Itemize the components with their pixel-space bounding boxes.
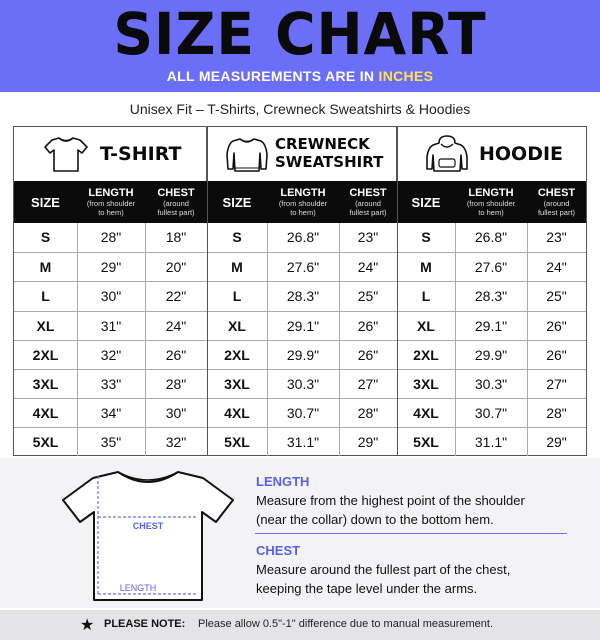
- group-hoodie: [397, 127, 586, 181]
- note-message: Please allow 0.5"-1" difference due to manual measurement.: [198, 618, 493, 630]
- value-cell: 28": [100, 229, 122, 245]
- size-cell: XL: [417, 317, 435, 334]
- size-cell: 5XL: [224, 434, 250, 451]
- col-chest: CHEST (around fullest part): [349, 187, 387, 217]
- size-cell: L: [41, 288, 50, 305]
- col-chest: CHEST (around fullest part): [537, 187, 576, 217]
- value-cell: 27": [546, 375, 567, 392]
- table-row: [14, 427, 586, 456]
- value-cell: 30.7": [474, 405, 508, 422]
- value-cell: 28.3": [286, 288, 320, 305]
- value-cell: 31.1": [286, 434, 320, 451]
- length-label: LENGTH: [119, 583, 157, 593]
- value-cell: 29": [546, 434, 567, 451]
- table-row: [14, 311, 586, 340]
- table-row: [14, 223, 586, 252]
- value-cell: 35": [100, 434, 122, 451]
- value-cell: 23": [357, 229, 379, 245]
- star-icon: ★: [80, 617, 95, 634]
- value-cell: 31.1": [474, 434, 508, 451]
- group-name-tshirt: T-SHIRT: [100, 143, 182, 165]
- value-cell: 29.9": [286, 346, 320, 363]
- size-cell: 2XL: [413, 346, 439, 363]
- note-label: PLEASE NOTE:: [104, 618, 186, 630]
- grid-line: [455, 223, 456, 456]
- footer-note: [0, 610, 600, 640]
- value-cell: 26": [165, 346, 187, 363]
- value-cell: 27": [357, 375, 379, 392]
- length-definition: Measure from the highest point of the shoulder (near the collar) down to the bottom hem.: [256, 493, 525, 527]
- group-divider: [207, 127, 208, 456]
- size-cell: 4XL: [224, 405, 250, 422]
- value-cell: 26": [546, 346, 567, 363]
- size-cell: S: [232, 229, 242, 245]
- size-cell: 2XL: [224, 346, 250, 363]
- table-row: [14, 340, 586, 369]
- value-cell: 29.1": [286, 317, 320, 334]
- value-cell: 34": [100, 405, 122, 422]
- group-tshirt: [14, 127, 207, 181]
- unit-note-prefix: ALL MEASUREMENTS ARE IN: [166, 68, 379, 84]
- size-cell: 2XL: [32, 346, 59, 363]
- grid-line: [339, 223, 340, 456]
- measurement-guide: [0, 458, 600, 608]
- table-row: [14, 252, 586, 281]
- size-cell: L: [232, 288, 242, 305]
- grid-line: [77, 223, 78, 456]
- size-cell: 3XL: [32, 375, 59, 392]
- chest-label: CHEST: [132, 521, 164, 531]
- size-cell: M: [39, 259, 52, 276]
- value-cell: 28": [165, 375, 187, 392]
- value-cell: 26.8": [286, 229, 320, 245]
- col-size: SIZE: [31, 194, 60, 210]
- size-cell: 4XL: [413, 405, 439, 422]
- value-cell: 26.8": [474, 229, 508, 245]
- value-cell: 20": [165, 259, 187, 276]
- size-cell: S: [40, 229, 51, 245]
- page-title: SIZE CHART: [113, 0, 487, 68]
- unit-note-highlight: INCHES: [378, 68, 434, 84]
- garment-groups: [14, 127, 586, 181]
- group-name-crewneck-line1: CREWNECK: [275, 135, 370, 153]
- col-length: LENGTH (from shoulder to hem): [278, 187, 328, 217]
- header-banner: [0, 0, 600, 92]
- value-cell: 23": [546, 229, 567, 245]
- value-cell: 26": [357, 346, 379, 363]
- hoodie-icon: [425, 135, 469, 173]
- size-cell: XL: [228, 317, 246, 334]
- chest-definition: Measure around the fullest part of the chest, keeping the tape level under the arms.: [256, 562, 511, 596]
- value-cell: 28.3": [474, 288, 508, 305]
- value-cell: 26": [357, 317, 379, 334]
- size-cell: L: [421, 288, 431, 305]
- tshirt-diagram: [58, 466, 238, 606]
- table-row: [14, 369, 586, 398]
- value-cell: 24": [165, 317, 187, 334]
- size-table: [13, 126, 587, 456]
- fit-description: Unisex Fit – T-Shirts, Crewneck Sweatshirts & Hoodies: [129, 101, 471, 117]
- value-cell: 28": [357, 405, 379, 422]
- length-definition-title: LENGTH: [256, 474, 310, 489]
- col-size: SIZE: [222, 194, 252, 210]
- group-crewneck: [207, 127, 397, 181]
- value-cell: 24": [357, 259, 379, 276]
- table-row: [14, 398, 586, 427]
- col-length: LENGTH (from shoulder to hem): [86, 187, 136, 217]
- value-cell: 25": [546, 288, 567, 305]
- grid-line: [267, 223, 268, 456]
- value-cell: 29": [357, 434, 379, 451]
- value-cell: 31": [100, 317, 122, 334]
- group-name-crewneck-line2: SWEATSHIRT: [275, 153, 384, 171]
- value-cell: 28": [546, 405, 567, 422]
- grid-line: [145, 223, 146, 456]
- size-cell: 3XL: [224, 375, 250, 392]
- value-cell: 30.7": [286, 405, 320, 422]
- value-cell: 29.1": [474, 317, 508, 334]
- value-cell: 30.3": [286, 375, 320, 392]
- size-cell: S: [421, 229, 431, 245]
- size-cell: M: [420, 259, 432, 276]
- size-cell: XL: [36, 317, 55, 334]
- col-chest: CHEST (around fullest part): [157, 187, 195, 217]
- table-row: [14, 281, 586, 310]
- value-cell: 29": [100, 259, 122, 276]
- column-header-row: [14, 181, 586, 223]
- group-name-hoodie: HOODIE: [479, 143, 564, 165]
- value-cell: 27.6": [474, 259, 508, 276]
- group-divider: [397, 127, 398, 456]
- tshirt-icon: [44, 135, 88, 173]
- col-size: SIZE: [411, 194, 441, 210]
- grid-line: [527, 223, 528, 456]
- value-cell: 32": [165, 434, 187, 451]
- value-cell: 24": [546, 259, 567, 276]
- col-length: LENGTH (from shoulder to hem): [466, 187, 516, 217]
- value-cell: 33": [100, 375, 122, 392]
- value-cell: 22": [165, 288, 187, 305]
- sweatshirt-icon: [225, 135, 269, 173]
- measurement-unit-note: [0, 66, 600, 86]
- value-cell: 26": [546, 317, 567, 334]
- table-body: [14, 223, 586, 457]
- size-cell: 3XL: [413, 375, 439, 392]
- group-name-crewneck: [275, 135, 383, 171]
- divider: [255, 533, 567, 534]
- value-cell: 30.3": [474, 375, 508, 392]
- size-cell: 4XL: [32, 405, 59, 422]
- value-cell: 30": [100, 288, 122, 305]
- value-cell: 32": [100, 346, 122, 363]
- value-cell: 29.9": [474, 346, 508, 363]
- value-cell: 27.6": [286, 259, 320, 276]
- value-cell: 25": [357, 288, 379, 305]
- chest-definition-title: CHEST: [256, 543, 301, 558]
- size-cell: M: [231, 259, 243, 276]
- size-cell: 5XL: [32, 434, 59, 451]
- value-cell: 18": [165, 229, 187, 245]
- size-cell: 5XL: [413, 434, 439, 451]
- value-cell: 30": [165, 405, 187, 422]
